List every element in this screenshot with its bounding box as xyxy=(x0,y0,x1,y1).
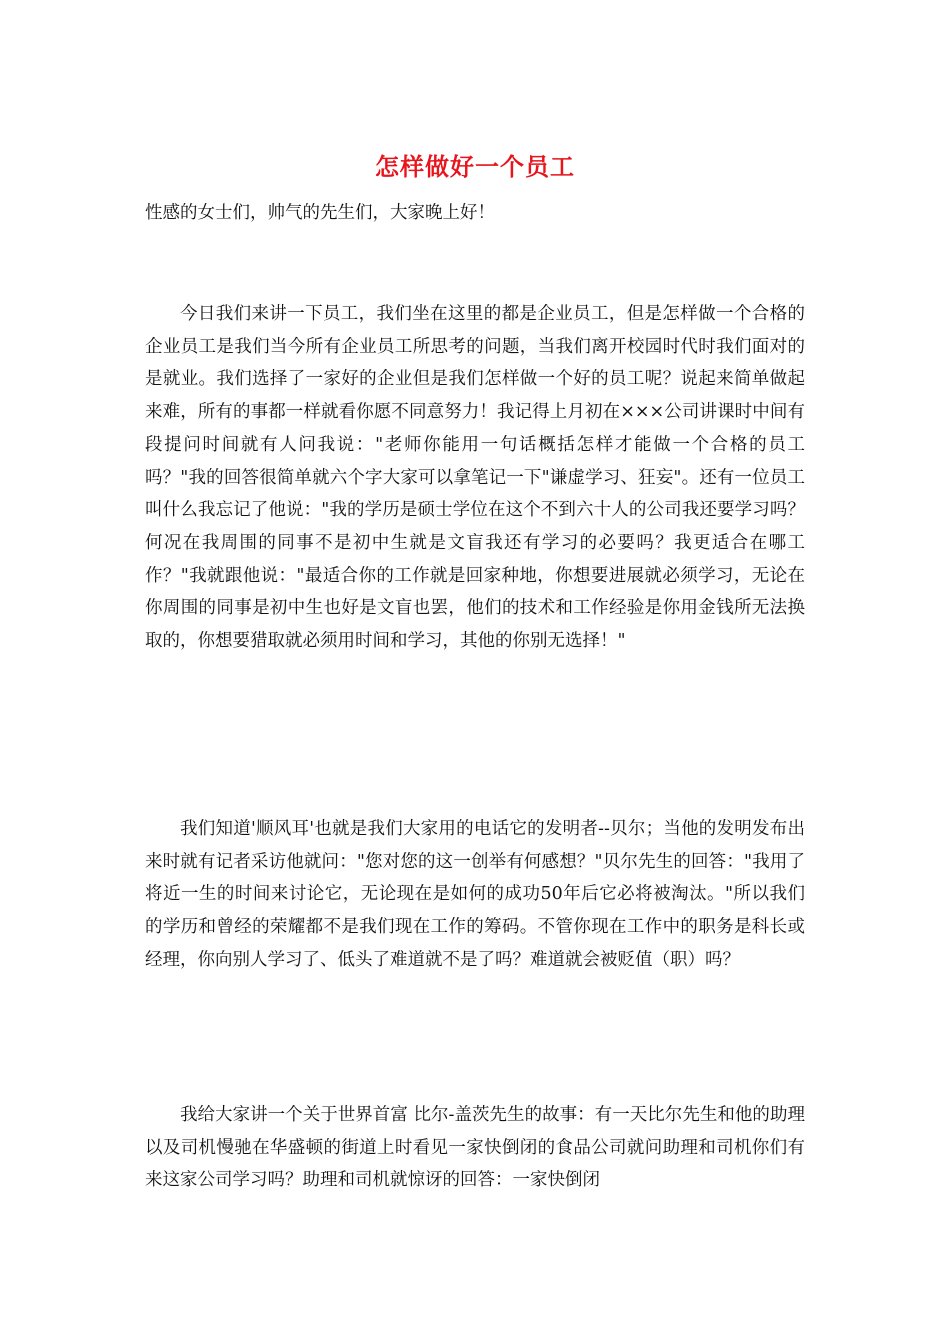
greeting-line: 性感的女士们，帅气的先生们，大家晚上好！ xyxy=(145,203,495,223)
paragraph-2: 我们知道'顺风耳'也就是我们大家用的电话它的发明者--贝尔；当他的发明发布出来时就有记者采访他就问："您对您的这一创举有何感想？"贝尔先生的回答："我用了将近一生的时间来讨论它，无论现在是如何的成功50年后它必将被淘汰。"所以我们的学历和曾经的荣耀都不是我们现在工作的筹码。不管你现在工作中的职务是科长或经理，你向别人学习了、低头了难道就不是了吗？难道就会被贬值（职）吗？ xyxy=(145,819,805,970)
paragraph-3: 我给大家讲一个关于世界首富 比尔-盖茨先生的故事：有一天比尔先生和他的助理以及司机慢驰在华盛顿的街道上时看见一家快倒闭的食品公司就问助理和司机你们有来这家公司学习吗？助理和司机就惊讶的回答：一家快倒闭 xyxy=(145,1105,805,1191)
paragraph-1: 今日我们来讲一下员工，我们坐在这里的都是企业员工，但是怎样做一个合格的企业员工是我们当今所有企业员工所思考的问题，当我们离开校园时代时我们面对的是就业。我们选择了一家好的企业但是我们怎样做一个好的员工呢？说起来简单做起来难，所有的事都一样就看你愿不同意努力！我记得上月初在×××公司讲课时中间有段提问时间就有人问我说："老师你能用一句话概括怎样才能做一个合格的员工吗？"我的回答很简单就六个字大家可以拿笔记一下"谦虚学习、狂妄"。还有一位员工叫什么我忘记了他说："我的学历是硕士学位在这个不到六十人的公司我还要学习吗？何况在我周围的同事不是初中生就是文盲我还有学习的必要吗？我更适合在哪工作？"我就跟他说："最适合你的工作就是回家种地，你想要进展就必须学习，无论在你周围的同事是初中生也好是文盲也罢，他们的技术和工作经验是你用金钱所无法换取的，你想要猎取就必须用时间和学习，其他的你别无选择！" xyxy=(145,304,805,652)
document-title: 怎样做好一个员工 xyxy=(375,152,575,181)
